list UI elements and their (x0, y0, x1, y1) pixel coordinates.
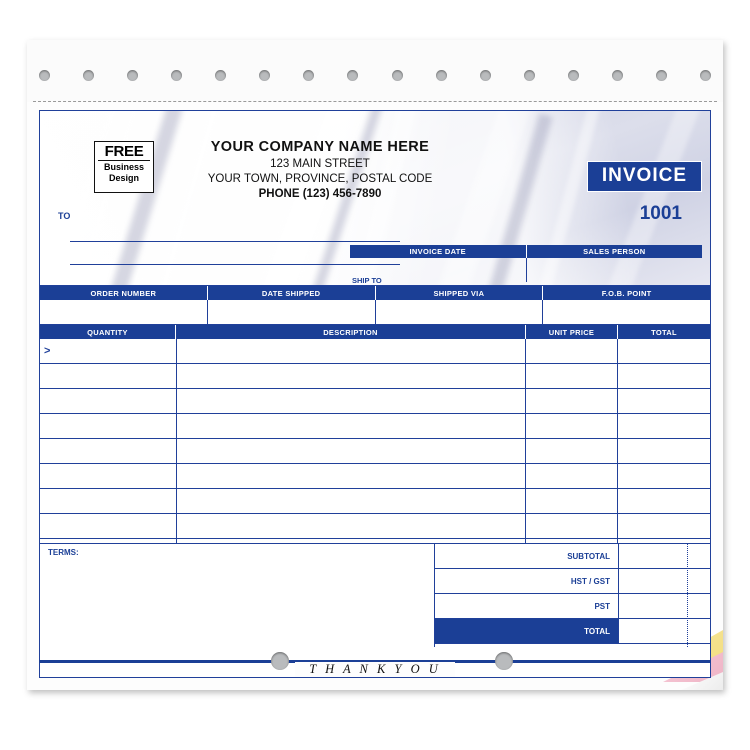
feed-hole (524, 70, 535, 81)
thank-you-text: T H A N K Y O U (295, 662, 455, 677)
label-hst-gst: HST / GST (435, 569, 619, 593)
items-row-lines (40, 339, 710, 543)
field-hst-gst[interactable] (619, 569, 710, 593)
invoice-number: 1001 (639, 203, 682, 224)
table-row[interactable] (40, 439, 710, 464)
tractor-feed-holes (39, 70, 711, 81)
footer-grommet (271, 652, 289, 670)
footer-grommet (495, 652, 513, 670)
table-row[interactable] (40, 414, 710, 439)
feed-hole (480, 70, 491, 81)
table-row[interactable] (40, 464, 710, 489)
column-divider-quantity (176, 339, 177, 543)
logo-line-design: Design (108, 173, 139, 183)
totals-row-total (435, 619, 710, 644)
order-band-body (40, 300, 710, 324)
feed-hole (127, 70, 138, 81)
feed-hole (39, 70, 50, 81)
ship-to-block (350, 276, 702, 285)
company-city-line: YOUR TOWN, PROVINCE, POSTAL CODE (207, 173, 433, 185)
feed-hole (700, 70, 711, 81)
items-table-header (40, 324, 710, 339)
column-fob-point: F.O.B. POINT (601, 288, 652, 298)
form-footer (39, 644, 711, 678)
field-total[interactable] (619, 619, 710, 643)
column-total: TOTAL (651, 327, 677, 337)
column-order-number: ORDER NUMBER (40, 286, 208, 300)
totals-section (40, 543, 710, 647)
row-marker: > (44, 345, 51, 357)
free-business-design-logo (94, 141, 154, 193)
totals-row-hst-gst (435, 569, 710, 594)
totals-table (434, 544, 710, 647)
perforation-dashed-line (33, 101, 717, 102)
company-name: YOUR COMPANY NAME HERE (210, 139, 430, 155)
field-subtotal[interactable] (619, 544, 710, 568)
label-pst: PST (435, 594, 619, 618)
order-band-header (40, 285, 710, 300)
items-table-body (40, 339, 710, 543)
table-row[interactable] (40, 339, 710, 364)
table-row[interactable] (40, 489, 710, 514)
invoice-title-tab: INVOICE (587, 161, 702, 192)
logo-line-business: Business (103, 162, 145, 172)
column-description: DESCRIPTION (176, 325, 526, 339)
invoice-form (39, 110, 711, 678)
bill-to-line-1[interactable] (70, 219, 400, 242)
feed-hole (215, 70, 226, 81)
feed-hole (392, 70, 403, 81)
bill-to-label: TO (58, 211, 71, 221)
logo-divider (98, 160, 150, 161)
column-date-shipped: DATE SHIPPED (208, 286, 376, 300)
label-subtotal: SUBTOTAL (435, 544, 619, 568)
feed-hole (259, 70, 270, 81)
terms-label: TERMS: (48, 548, 79, 557)
field-fob-point[interactable] (543, 300, 710, 324)
column-shipped-via: SHIPPED VIA (376, 286, 544, 300)
field-shipped-via[interactable] (376, 300, 544, 324)
column-quantity: QUANTITY (40, 325, 176, 339)
label-total: TOTAL (435, 619, 619, 643)
field-date-shipped[interactable] (208, 300, 376, 324)
invoice-meta-header (350, 245, 702, 258)
table-row[interactable] (40, 389, 710, 414)
invoice-paper (27, 40, 723, 690)
feed-hole (83, 70, 94, 81)
company-address: 123 MAIN STREET (270, 158, 370, 170)
field-order-number[interactable] (40, 300, 208, 324)
feed-hole (303, 70, 314, 81)
company-phone: PHONE (123) 456-7890 (258, 188, 382, 200)
column-divider-total (617, 339, 618, 543)
feed-hole (436, 70, 447, 81)
cents-divider (687, 544, 688, 647)
totals-row-pst (435, 594, 710, 619)
feed-hole (568, 70, 579, 81)
logo-line-free: FREE (104, 143, 144, 160)
feed-hole (347, 70, 358, 81)
totals-row-subtotal (435, 544, 710, 569)
field-pst[interactable] (619, 594, 710, 618)
table-row[interactable] (40, 364, 710, 389)
feed-hole (656, 70, 667, 81)
form-header (40, 111, 710, 285)
column-sales-person: SALES PERSON (583, 247, 646, 256)
perforation-strip (27, 40, 723, 102)
column-divider-unit-price (525, 339, 526, 543)
feed-hole (612, 70, 623, 81)
feed-hole (171, 70, 182, 81)
column-unit-price: UNIT PRICE (526, 325, 618, 339)
table-row[interactable] (40, 514, 710, 539)
company-block (160, 139, 480, 200)
ship-to-label: SHIP TO (352, 276, 382, 285)
column-invoice-date: INVOICE DATE (350, 245, 527, 258)
